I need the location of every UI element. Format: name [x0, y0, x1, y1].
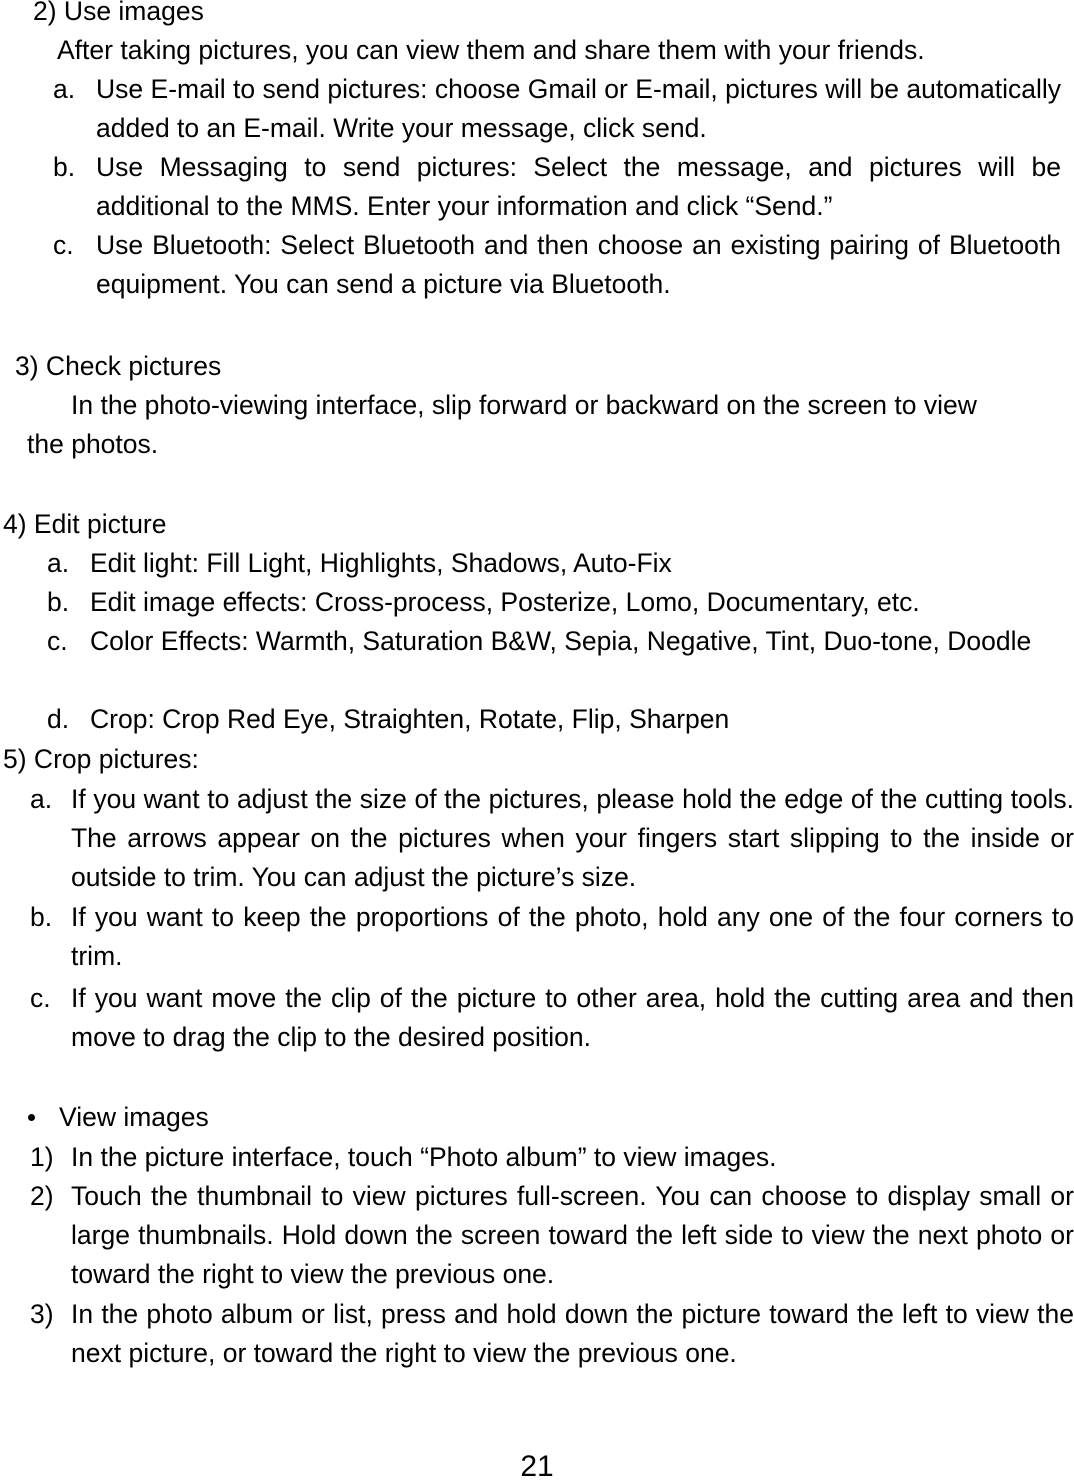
list-marker: b. — [53, 152, 76, 182]
list-item-text: Edit image effects: Cross-process, Posterize, Lomo, Documentary, etc. — [90, 587, 920, 617]
list-item-text: In the photo album or list, press and hold down the picture toward the left to view the next picture, or toward the right to view the previous one. — [71, 1299, 1074, 1368]
crop-pictures-item-a — [30, 780, 1074, 897]
list-item-text: Touch the thumbnail to view pictures full-screen. You can choose to display small or large thumbnails. Hold down the screen toward the left side to view the next photo or toward the right to view the previous one. — [71, 1181, 1074, 1289]
view-images-heading: View images — [59, 1102, 209, 1132]
crop-pictures-item-c — [30, 979, 1074, 1057]
check-pictures-heading: 3) Check pictures — [15, 351, 222, 381]
view-images-item-2 — [30, 1177, 1074, 1294]
list-marker: b. — [30, 902, 53, 932]
list-item-text: Crop: Crop Red Eye, Straighten, Rotate, Flip, Sharpen — [90, 704, 730, 734]
list-marker: c. — [47, 626, 68, 656]
crop-pictures-item-b — [30, 898, 1074, 976]
view-images-item-1 — [30, 1138, 1074, 1177]
list-item-text: In the picture interface, touch “Photo album” to view images. — [71, 1142, 777, 1172]
list-marker: a. — [47, 548, 70, 578]
list-item-text: Use E-mail to send pictures: choose Gmail or E-mail, pictures will be automatically added to an E-mail. Write your message, click send. — [96, 74, 1061, 143]
list-item-text: If you want to adjust the size of the pictures, please hold the edge of the cutting tools. The arrows appear on the pictures when your fingers start slipping to the inside or outside to trim. You can adjust the picture’s size. — [71, 784, 1074, 892]
list-marker: c. — [30, 983, 51, 1013]
bullet-icon — [28, 1114, 35, 1121]
view-images-heading-row — [28, 1098, 209, 1137]
edit-picture-item-c — [47, 622, 1061, 661]
view-images-item-3 — [30, 1295, 1074, 1373]
list-item-text: If you want move the clip of the picture to other area, hold the cutting area and then move to drag the clip to the desired position. — [71, 983, 1074, 1052]
use-images-intro: After taking pictures, you can view them and share them with your friends. — [57, 35, 925, 65]
list-marker: a. — [53, 74, 76, 104]
list-marker: d. — [47, 704, 70, 734]
edit-picture-item-a — [47, 544, 1061, 583]
use-images-heading: 2) Use images — [33, 0, 204, 26]
list-item-text: Use Bluetooth: Select Bluetooth and then choose an existing pairing of Bluetooth equipment. You can send a picture via Bluetooth. — [96, 230, 1061, 299]
list-marker: a. — [30, 784, 53, 814]
edit-picture-item-d — [47, 700, 1061, 739]
use-images-item-c — [53, 226, 1061, 304]
list-marker: 2) — [30, 1181, 54, 1211]
list-item-text: Use Messaging to send pictures: Select the message, and pictures will be additional to the MMS. Enter your information and click “Send.” — [96, 152, 1061, 221]
use-images-item-a — [53, 70, 1061, 148]
list-marker: 1) — [30, 1142, 54, 1172]
edit-picture-heading: 4) Edit picture — [3, 509, 167, 539]
list-marker: c. — [53, 230, 74, 260]
page-number: 21 — [520, 1450, 554, 1483]
check-pictures-line-1: In the photo-viewing interface, slip forward or backward on the screen to view — [71, 390, 977, 420]
list-marker: b. — [47, 587, 70, 617]
use-images-item-b — [53, 148, 1061, 226]
list-marker: 3) — [30, 1299, 54, 1329]
list-item-text: Edit light: Fill Light, Highlights, Shadows, Auto-Fix — [90, 548, 672, 578]
list-item-text: Color Effects: Warmth, Saturation B&W, Sepia, Negative, Tint, Duo-tone, Doodle — [90, 626, 1032, 656]
list-item-text: If you want to keep the proportions of the photo, hold any one of the four corners to trim. — [71, 902, 1074, 971]
check-pictures-line-2: the photos. — [27, 429, 159, 459]
crop-pictures-heading: 5) Crop pictures: — [3, 744, 199, 774]
edit-picture-item-b — [47, 583, 1061, 622]
